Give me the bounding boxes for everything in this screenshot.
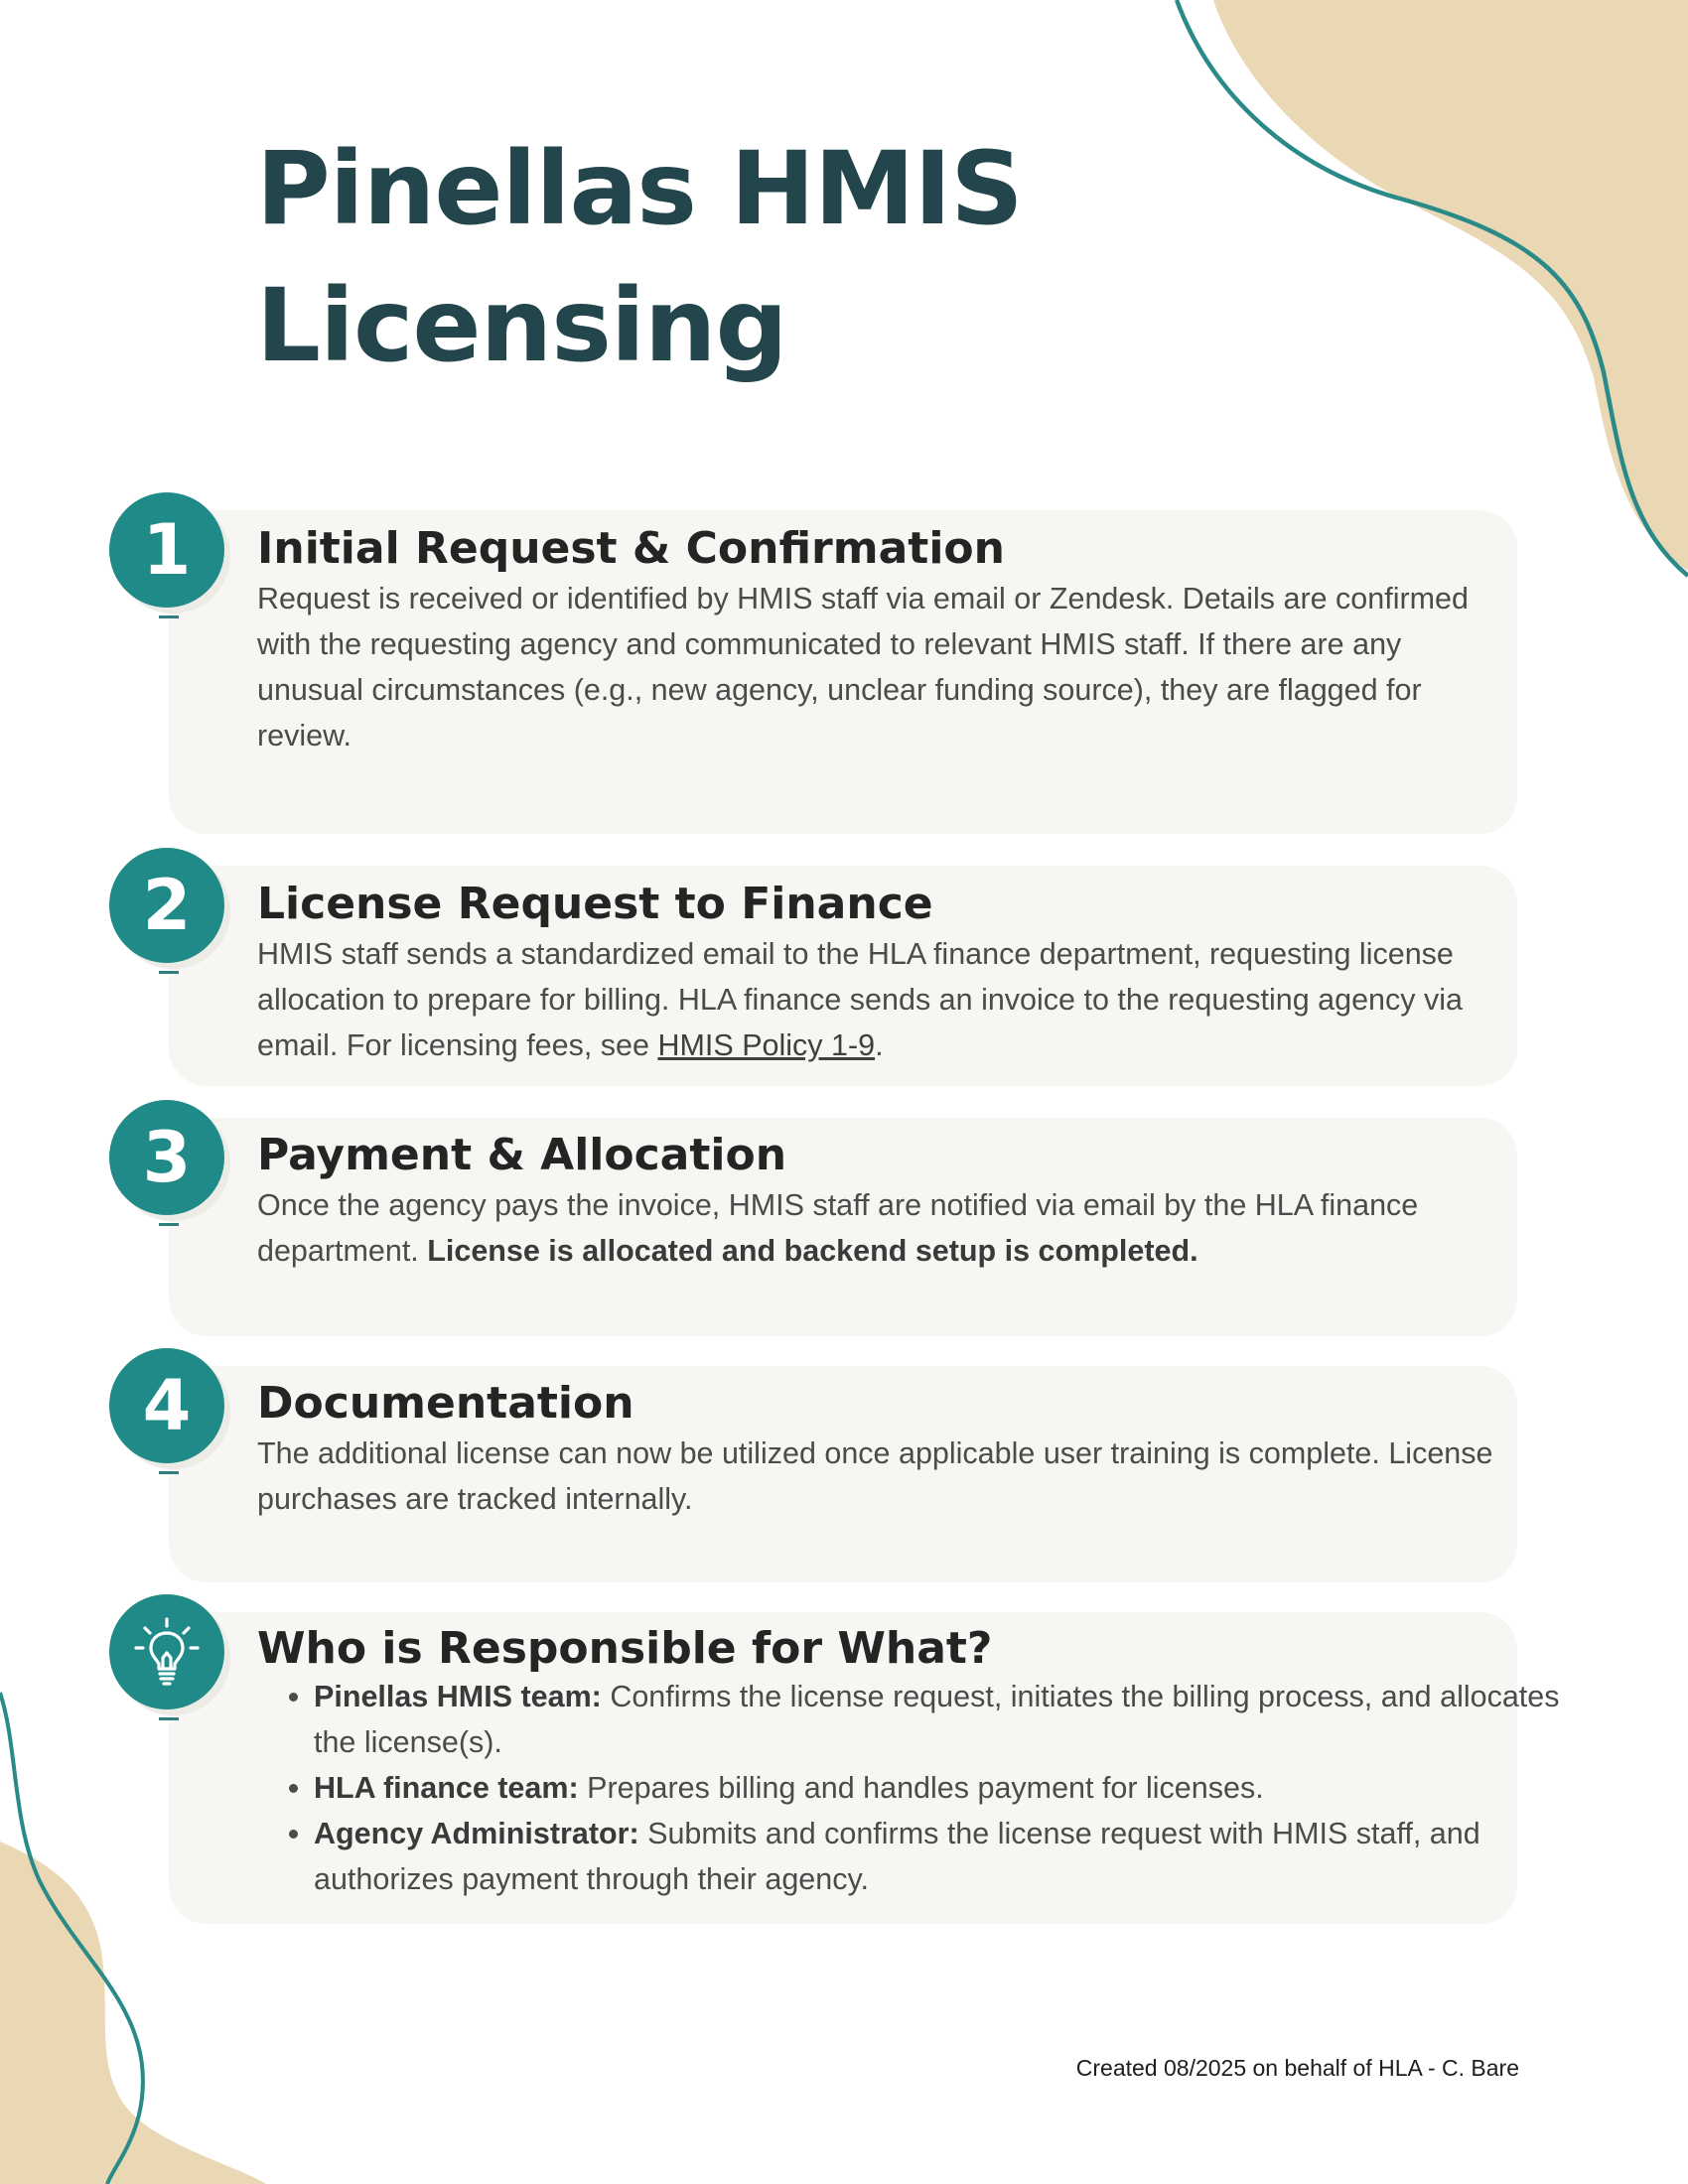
role-description: Confirms the license request, initiates the billing process, and allocates the license(s). [314,1680,1560,1759]
step-1-number: 1 [142,509,192,591]
responsibilities-title: Who is Responsible for What? [257,1623,993,1674]
step-1-body: Request is received or identified by HMIS staff via email or Zendesk. Details are confirmed with the requesting agency and communicated to relevant HMIS staff. If there are any unusual circumstances (e.g., new agency, unclear funding source), they are flagged for review. [257,582,1469,752]
step-1-badge [109,492,224,608]
page-title [256,121,1150,395]
step-3-number: 3 [142,1117,192,1198]
role-description: Prepares billing and handles payment for licenses. [578,1771,1264,1805]
step-1-badge-tick [159,615,179,618]
lightbulb-icon [130,1615,204,1689]
top-right-blob [1213,0,1688,571]
step-4-body: The additional license can now be utilized once applicable user training is complete. License purchases are tracked internally. [257,1436,1493,1516]
step-1-title: Initial Request & Confirmation [257,523,1005,574]
step-2-badge [109,848,224,963]
role-description: Submits and confirms the license request with HMIS staff, and authorizes payment through their agency. [314,1817,1480,1896]
step-2-body-text: HMIS staff sends a standardized email to the HLA finance department, requesting license allocation to prepare for billing. HLA finance sends an invoice to the requesting agency via email. For licensing fees, see [257,937,1463,1062]
responsibilities-badge-tick [159,1717,179,1720]
step-2-number: 2 [142,865,192,946]
step-4-number: 4 [142,1365,192,1446]
list-item [314,1674,1565,1765]
hmis-policy-link[interactable]: HMIS Policy 1-9 [657,1028,876,1062]
role-label: Pinellas HMIS team: [314,1680,602,1713]
step-2-body-end: . [875,1028,884,1062]
step-2-title: License Request to Finance [257,879,933,929]
step-4-badge-tick [159,1471,179,1474]
step-2-body [257,931,1508,1068]
step-3-body [257,1182,1508,1274]
footer-credit: Created 08/2025 on behalf of HLA - C. Bare [1075,2055,1519,2081]
step-3-badge-tick [159,1223,179,1226]
step-3-badge [109,1100,224,1215]
step-3-title: Payment & Allocation [257,1130,787,1180]
role-label: HLA finance team: [314,1771,579,1805]
step-4-title: Documentation [257,1378,634,1429]
step-4-badge [109,1348,224,1463]
step-3-body-bold: License is allocated and backend setup is completed. [427,1234,1198,1268]
step-2-badge-tick [159,971,179,974]
page-title-line-1: Pinellas HMIS [256,130,1023,248]
responsibilities-badge [109,1594,224,1709]
role-label: Agency Administrator: [314,1817,639,1850]
list-item [314,1765,1565,1811]
page-title-line-2: Licensing [256,267,787,385]
list-item [314,1811,1565,1902]
step-3-body-text: Once the agency pays the invoice, HMIS staff are notified via email by the HLA finance department. [257,1188,1419,1268]
responsibilities-list [256,1674,1565,1902]
